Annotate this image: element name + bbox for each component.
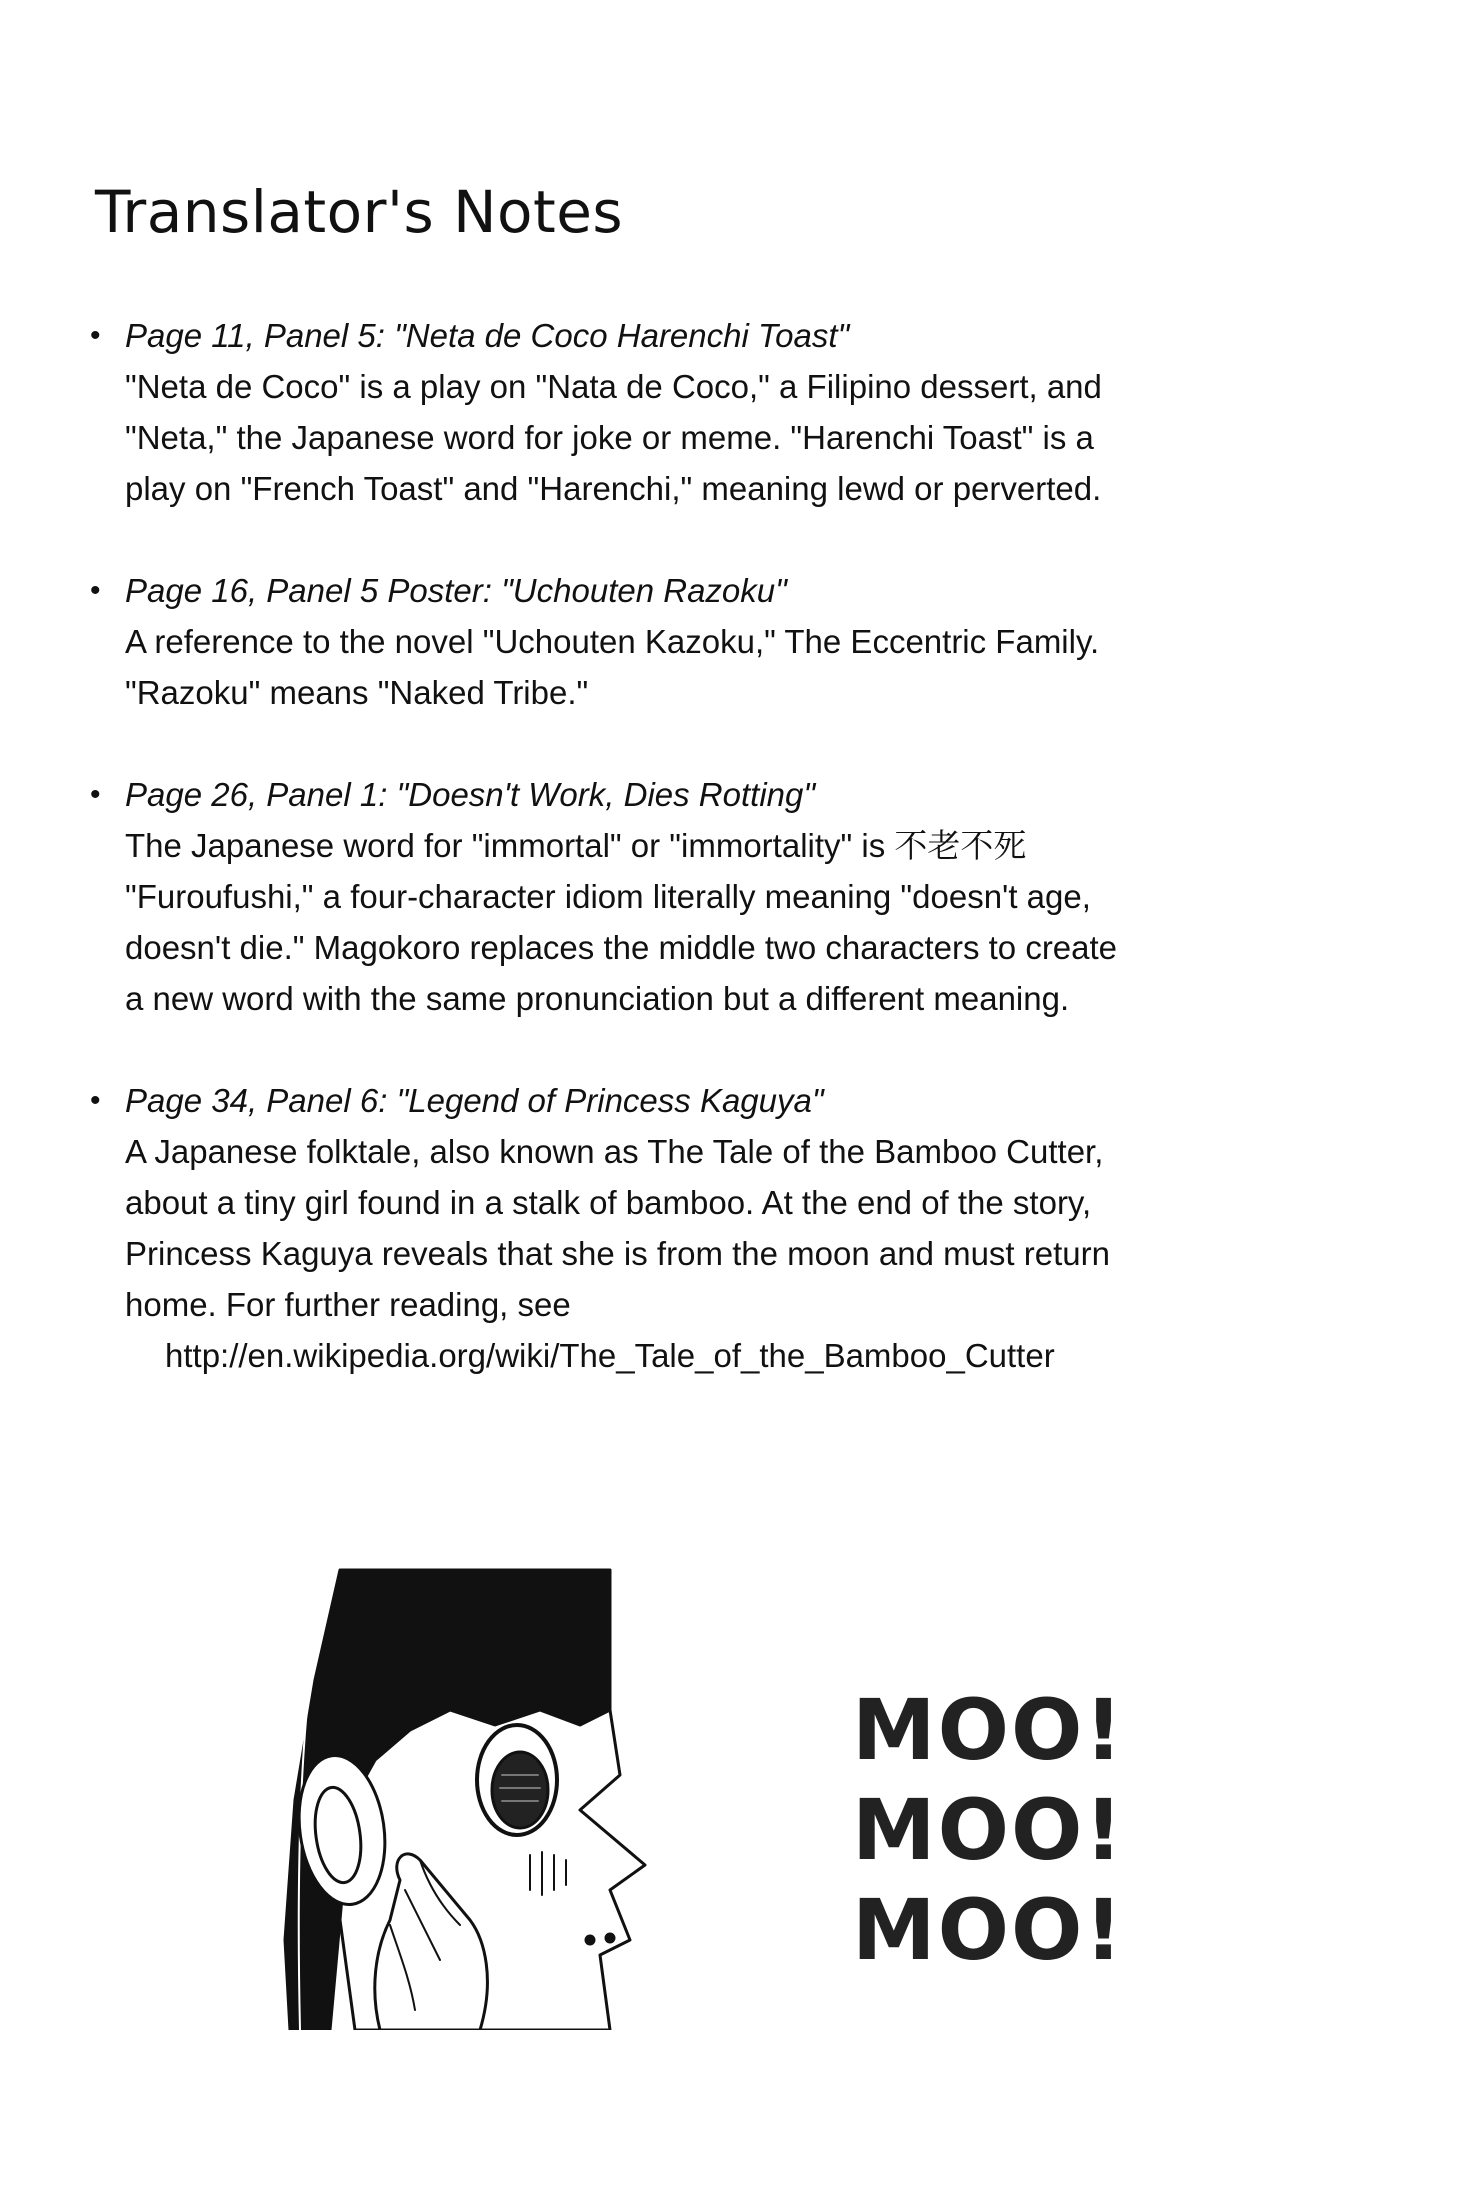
bullet-icon: • <box>90 574 101 607</box>
note-body: A Japanese folktale, also known as The Tale of the Bamboo Cutter, about a tiny girl found in a stalk of bamboo. At the end of the story, Princess Kaguya reveals that she is from the moon and must return home. For further reading, see <box>125 1133 1110 1323</box>
note-heading: Page 26, Panel 1: "Doesn't Work, Dies Rotting" <box>125 776 816 813</box>
kaguya-illustration <box>280 1560 780 2030</box>
note-item <box>90 565 1350 718</box>
bullet-icon: • <box>90 1084 101 1117</box>
note-body: The Japanese word for "immortal" or "immortality" is 不老不死 "Furoufushi," a four-character idiom literally meaning "doesn't age, doesn't die." Magokoro replaces the middle two characters to create a new word with the same pronunciation but a different meaning. <box>125 827 1118 1017</box>
note-heading: Page 16, Panel 5 Poster: "Uchouten Razoku" <box>125 572 787 609</box>
sound-effect-line: MOO! <box>852 1781 1125 1879</box>
note-body: "Neta de Coco" is a play on "Nata de Coco," a Filipino dessert, and "Neta," the Japanese word for joke or meme. "Harenchi Toast" is a play on "French Toast" and "Harenchi," meaning lewd or perverted. <box>125 368 1102 507</box>
note-heading: Page 11, Panel 5: "Neta de Coco Harenchi Toast" <box>125 317 850 354</box>
note-item <box>90 1075 1350 1381</box>
sound-effect-line: MOO! <box>852 1881 1125 1979</box>
reference-link[interactable]: http://en.wikipedia.org/wiki/The_Tale_of_the_Bamboo_Cutter <box>165 1337 1055 1374</box>
bullet-icon: • <box>90 778 101 811</box>
sound-effect-text <box>852 1680 1152 1980</box>
bullet-icon: • <box>90 319 101 352</box>
note-item <box>90 310 1350 514</box>
note-heading: Page 34, Panel 6: "Legend of Princess Kaguya" <box>125 1082 824 1119</box>
note-body: A reference to the novel "Uchouten Kazoku," The Eccentric Family. "Razoku" means "Naked Tribe." <box>125 623 1100 711</box>
page-title: Translator's Notes <box>95 178 624 246</box>
notes-list <box>90 310 1350 1381</box>
note-item <box>90 769 1350 1024</box>
sound-effect-line: MOO! <box>852 1681 1125 1779</box>
